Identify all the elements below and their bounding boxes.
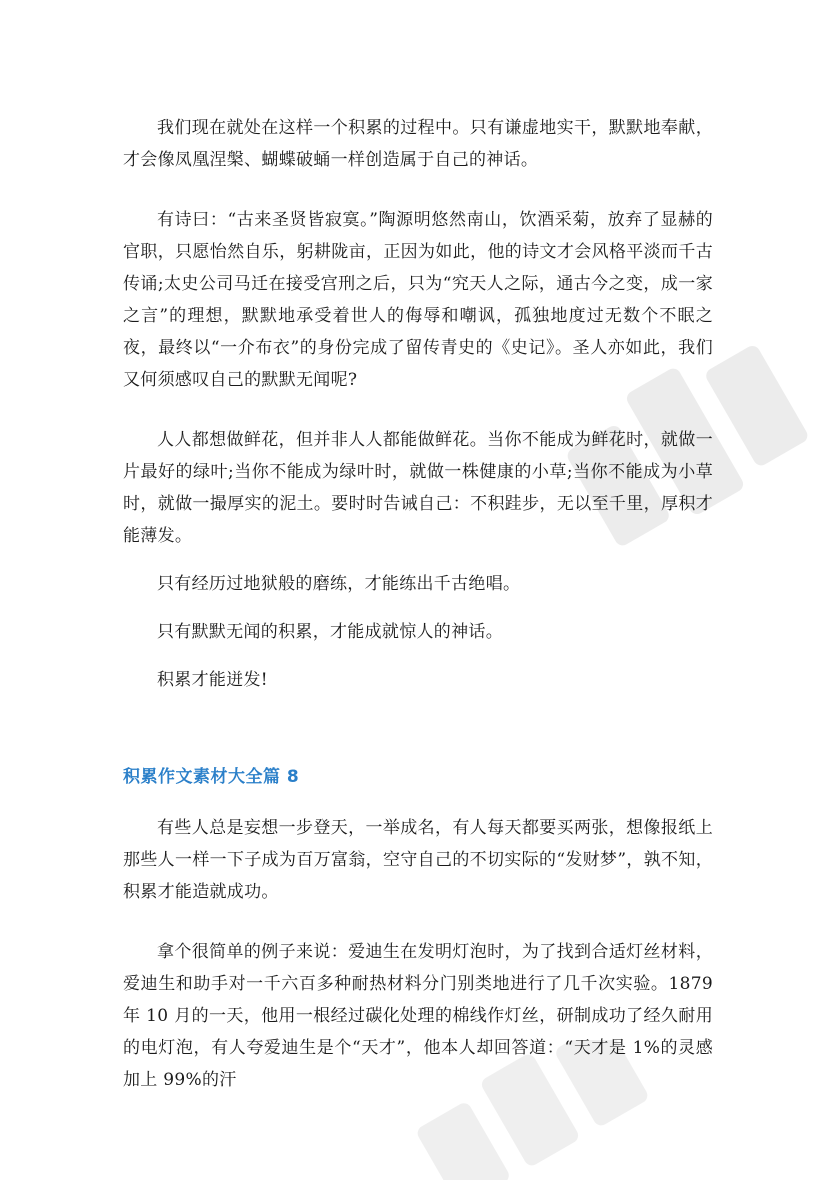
paragraph: 只有默默无闻的积累，才能成就惊人的神话。 (157, 622, 503, 642)
paragraph: 人人都想做鲜花，但并非人人都能做鲜花。当你不能成为鲜花时，就做一片最好的绿叶;当你不能成为绿叶时，就做一株健康的小草;当你不能成为小草时，就做一撮厚实的泥土。要时时告诫自己：不积跬步，无以至千里，厚积才能薄发。 (123, 430, 713, 546)
section-heading: 积累作文素材大全篇 8 (123, 767, 300, 787)
paragraph: 拿个很简单的例子来说：爱迪生在发明灯泡时，为了找到合适灯丝材料，爱迪生和助手对一千六百多种耐热材料分门别类地进行了几千次实验。1879 年 10 月的一天，他用一根经过碳化处理的棉线作灯丝，研制成功了经久耐用的电灯泡，有人夸爱迪生是个“天才”，他本人却回答道：“天才是 1%的灵感加上 99%的汗 (123, 942, 713, 1090)
document-body (123, 112, 713, 1124)
paragraph: 只有经历过地狱般的磨练，才能练出千古绝唱。 (157, 574, 521, 594)
paragraph: 我们现在就处在这样一个积累的过程中。只有谦虚地实干，默默地奉献，才会像凤凰涅槃、蝴蝶破蛹一样创造属于自己的神话。 (123, 118, 713, 170)
paragraph: 有些人总是妄想一步登天，一举成名，有人每天都要买两张，想像报纸上那些人一样一下子成为百万富翁，空守自己的不切实际的“发财梦”，孰不知，积累才能造就成功。 (123, 818, 713, 902)
paragraph: 有诗曰：“古来圣贤皆寂寞。”陶源明悠然南山，饮酒采菊，放弃了显赫的官职，只愿怡然自乐，躬耕陇亩，正因为如此，他的诗文才会风格平淡而千古传诵;太史公司马迁在接受宫刑之后，只为“究天人之际，通古今之变，成一家之言”的理想，默默地承受着世人的侮辱和嘲讽，孤独地度过无数个不眠之夜，最终以“一介布衣”的身份完成了留传青史的《史记》。圣人亦如此，我们又何须感叹自己的默默无闻呢? (123, 210, 713, 390)
paragraph: 积累才能迸发! (157, 670, 268, 690)
